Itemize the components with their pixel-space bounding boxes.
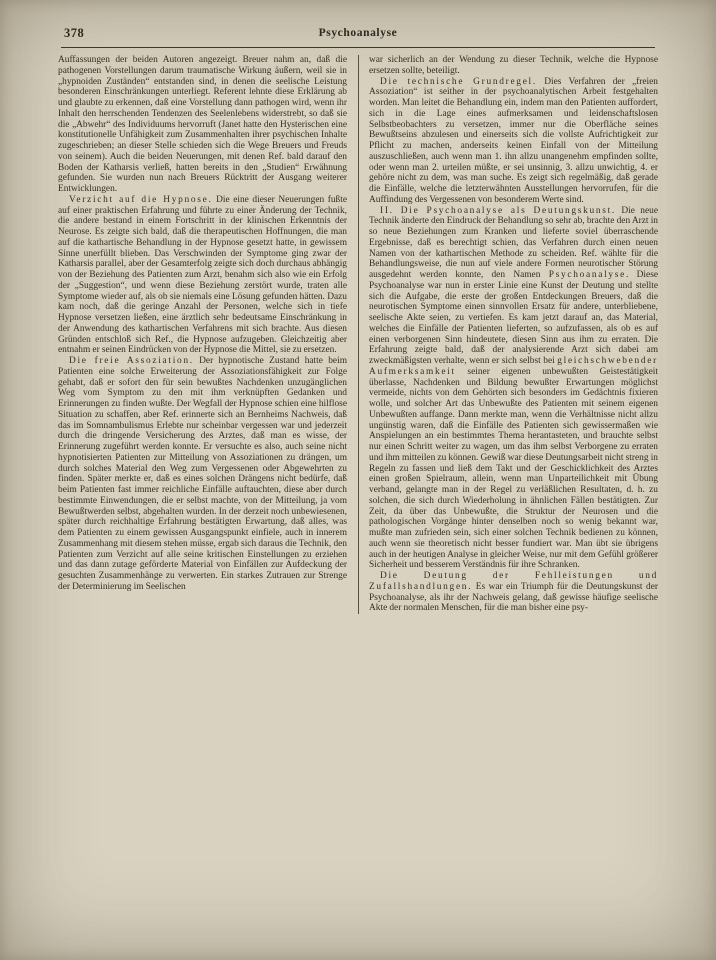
run-in-heading: II. Die Psychoanalyse als Deutungskunst. [380,205,616,216]
text-segment: . Diese Psychoanalyse war nun in erster Linie eine Kunst der Deutung und stellte sich die Aufgabe, die erste der großen Entdeckungen Breuers, daß die neurotischen Symptome einen sinnvollen Ersatz für andere, unterbliebene, seelische Akte seien, zu vertiefen. Es kam jetzt darauf an, das Material, welches die Einfälle der Patienten lieferten, so aufzufassen, als ob es auf einen verborgenen Sinn hindeutete, diesen Sinn aus ihm zu erraten. Die Erfahrung zeigte bald, daß der analysierende Arzt sich dabei am zweckmäßigsten verhalte, wenn er sich selbst bei [369,270,658,366]
run-in-heading: Psychoanalyse [548,270,627,280]
page-number: 378 [64,26,85,40]
run-in-heading: Die freie Assoziation. [69,356,194,366]
text-segment: Die eine dieser Neuerungen fußte auf einer praktischen Erfahrung und führte zu einer Änderung der Technik, die andere bestand in einem Fortschritt in der klinischen Erkenntnis der Neurose. Es zeigte sich bald, daß die therapeutischen Hoffnungen, die man auf die kathartische Behandlung in der Hypnose gesetzt hatte, in gewissem Sinne unerfüllt blieben. Das Verschwinden der Symptome ging zwar der Katharsis parallel, aber der Gesamterfolg zeigte sich doch durchaus abhängig von der Beziehung des Patienten zum Arzt, benahm sich also wie ein Erfolg der „Suggestion“, und wenn diese Beziehung zerstört wurde, traten alle Symptome wieder auf, als ob sie niemals eine Lösung gefunden hätten. Dazu kam noch, daß die geringe Anzahl der Personen, welche sich in tiefe Hypnose versetzen ließen, eine ärztlich sehr bedeutsame Einschränkung in der Anwendung des kathartischen Verfahrens mit sich brachte. Aus diesen Gründen entschloß sich Ref., die Hypnose aufzugeben. Gleichzeitig aber entnahm er seinen Eindrücken von der Hypnose die Mittel, sie zu ersetzen. [58,194,347,356]
header-rule [61,47,655,48]
paragraph [58,195,347,356]
page-header [62,26,654,44]
paragraph [369,55,658,77]
paragraph [58,356,347,593]
text-body [58,55,658,614]
paragraph [58,55,347,195]
text-segment: Die neue Technik änderte den Eindruck der Behandlung so sehr ab, brachte den Arzt in so neue Beziehungen zum Kranken und lieferte soviel überraschende Ergebnisse, daß es berechtigt schien, das Verfahren durch einen neuen Namen von der kathartischen Methode zu scheiden. Ref. wählte für die Behandlungsweise, die nun auf viele andere Formen neurotischer Störung ausgedehnt werden konnte, den Namen [369,205,658,280]
text-segment: war sicherlich an der Wendung zu dieser Technik, welche die Hypnose ersetzen sollte, beteiligt. [369,55,658,76]
run-in-heading: Die Deutung der Fehlleistungen und Zufallshandlungen. [369,571,658,592]
page-title: Psychoanalyse [318,27,398,39]
text-segment: Der hypnotische Zustand hatte beim Patienten eine solche Erweiterung der Assoziationsfähigkeit zur Folge gehabt, daß er sofort den für sein bewußtes Nachdenken unzugänglichen Weg vom Symptom zu den mit ihm verknüpften Gedanken und Erinnerungen zu finden wußte. Der Wegfall der Hypnose schien eine hilflose Situation zu schaffen, aber Ref. erinnerte sich an Bernheims Nachweis, daß das im Somnambulismus Erlebte nur scheinbar vergessen war und jederzeit durch die dringende Versicherung des Arztes, daß man es wisse, der Erinnerung zugeführt werden konnte. Er versuchte es also, auch seine nicht hypnotisierten Patienten zur Mitteilung von Assoziationen zu drängen, um durch solches Material den Weg zum Vergessenen oder Abgewehrten zu finden. Später merkte er, daß es eines solchen Drängens nicht bedürfe, daß beim Patienten fast immer reichliche Einfälle auftauchten, diese aber durch bestimmte Einwendungen, die er selbst machte, von der Mitteilung, ja vom Bewußtwerden selbst, abgehalten wurden. In der derzeit noch unbewiesenen, später durch reichhaltige Erfahrung bestätigten Erwartung, daß alles, was dem Patienten zu einem gewissen Ausgangspunkt einfiele, auch in innerem Zusammenhang mit diesem stehen müsse, ergab sich daraus die Technik, den Patienten zum Verzicht auf alle seine kritischen Einstellungen zu erziehen und das dann zutage geförderte Material von Einfällen zur Aufdeckung der gesuchten Zusammenhänge zu verwerten. Ein starkes Zutrauen zur Strenge der Determinierung im Seelischen [58,356,347,592]
text-segment: Auffassungen der beiden Autoren angezeigt. Breuer nahm an, daß die pathogenen Vorstellungen darum traumatische Wirkung äußern, weil sie in „hypnoiden Zuständen“ entstanden sind, in denen die seelische Leistung besonderen Einschränkungen unterliegt. Referent lehnte diese Erklärung ab und glaubte zu erkennen, daß eine Vorstellung dann pathogen wird, wenn ihr Inhalt den herrschenden Tendenzen des Seelenlebens widerstrebt, so daß sie die „Abwehr“ des Individuums hervorruft (Janet hatte den Hysterischen eine konstitutionelle Unfähigkeit zum Zusammenhalten ihrer psychischen Inhalte zugeschrieben; an dieser Stelle schieden sich die Wege Breuers und Freuds von seinem). Auch die beiden Neuerungen, mit denen Ref. bald darauf den Boden der Katharsis verließ, hatten bereits in den „Studien“ Erwähnung gefunden. Sie wurden nun nach Breuers Rücktritt der Ausgang weiterer Entwicklungen. [58,55,347,194]
text-segment: Es war ein Triumph für die Deutungskunst der Psychoanalyse, als ihr der Nachweis gelang, daß gewisse häufige seelische Akte der normalen Menschen, für die man bisher eine psy- [369,581,658,614]
column-divider [358,55,359,614]
run-in-heading: Die technische Grundregel. [380,76,537,87]
right-column [369,55,658,614]
text-segment: Dies Verfahren der „freien Assoziation“ ist seither in der psychoanalytischen Arbeit festgehalten worden. Man leitet die Behandlung ein, indem man den Patienten auffordert, sich in die Lage eines aufmerksamen und leidenschaftslosen Selbstbeobachters zu versetzen, immer nur die Oberfläche seines Bewußtseins abzulesen und einerseits sich die vollste Aufrichtigkeit zur Pflicht zu machen, anderseits keinen Einfall von der Mitteilung auszuschließen, auch wenn man 1. ihn allzu unangenehm empfinden sollte, oder wenn man 2. urteilen müßte, er sei unsinnig, 3. allzu unwichtig, 4. er gehöre nicht zu dem, was man suche. Es zeigt sich regelmäßig, daß gerade die Einfälle, welche die letzterwähnten Ausstellungen hervorrufen, für die Auffindung des Vergessenen von besonderem Werte sind. [369,76,658,205]
paragraph [369,206,658,572]
paragraph [369,77,658,206]
left-column [58,55,347,614]
paragraph [369,571,658,614]
run-in-heading: Verzicht auf die Hypnose. [69,194,213,205]
text-segment: seiner eigenen unbewußten Geistestätigkeit überlasse, Nachdenken und Bildung bewußter Erwartungen möglichst vermeide, nichts von dem Gehörten sich besonders im Gedächtnis fixieren wolle, und solcher Art das Unbewußte des Patienten mit seinem eigenen Unbewußten auffange. Dann merkte man, wenn die Verhältnisse nicht allzu ungünstig waren, daß die Einfälle des Patienten sich gewissermaßen wie Anspielungen an ein bestimmtes Thema herantasteten, und brauchte selbst nur einen Schritt weiter zu wagen, um das ihm selbst Verborgene zu erraten und ihm mitteilen zu können. Gewiß war diese Deutungsarbeit nicht streng in Regeln zu fassen und ließ dem Takt und der Geschicklichkeit des Arztes einen großen Spielraum, allein, wenn man Unparteilichkeit mit Übung verband, gelangte man in der Regel zu verläßlichen Resultaten, d. h. zu solchen, die sich durch Wiederholung in ähnlichen Fällen bestätigten. Zur Zeit, da über das Unbewußte, die Struktur der Neurosen und die pathologischen Vorgänge hinter denselben noch so wenig bekannt war, mußte man zufrieden sein, sich einer solchen Technik bedienen zu können, auch wenn sie theoretisch nicht besser fundiert war. Man übt sie übrigens auch in der heutigen Analyse in gleicher Weise, nur mit dem Gefühl größerer Sicherheit und besserem Verständnis für ihre Schranken. [369,366,658,571]
run-in-heading: gleichschwebender Aufmerksamkeit [369,356,658,377]
